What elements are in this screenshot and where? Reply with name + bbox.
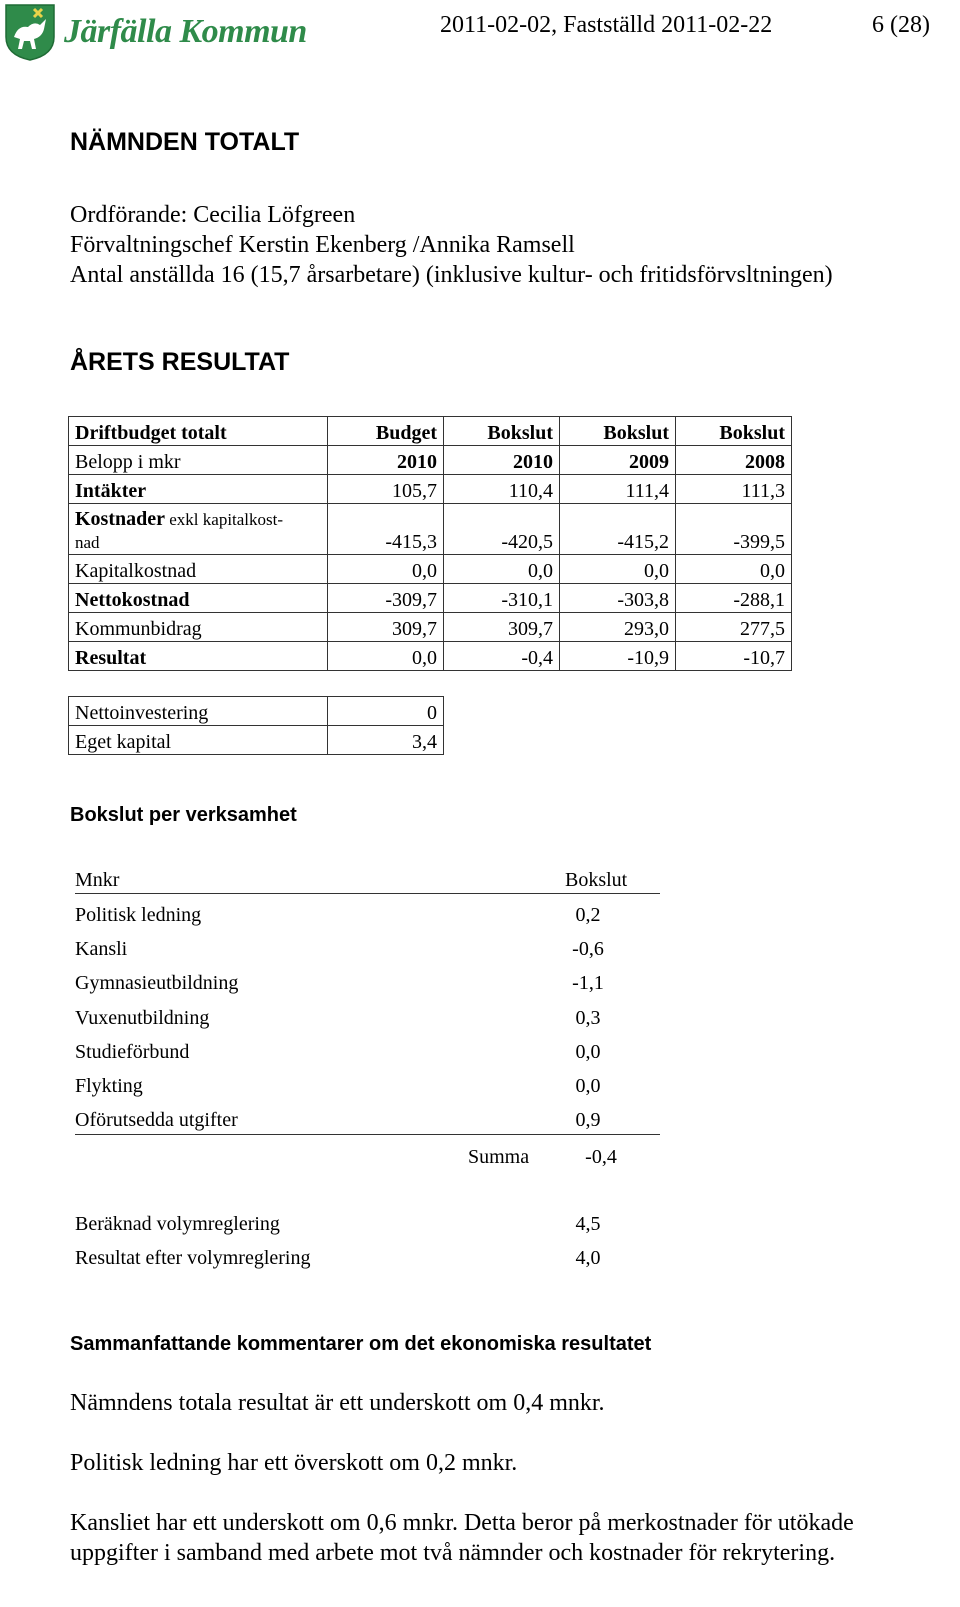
table-header-cell: 2010 — [444, 446, 560, 475]
item-label: Oförutsedda utgifter — [75, 1109, 238, 1131]
column-header-value: Bokslut — [565, 869, 628, 891]
item-label: Studieförbund — [75, 1041, 190, 1063]
table-cell: 110,4 — [444, 475, 560, 504]
item-label: Resultat efter volymreglering — [75, 1247, 311, 1269]
table-header-cell: Bokslut — [676, 417, 792, 446]
row-label: Kommunbidrag — [69, 613, 328, 642]
table-row — [69, 555, 792, 584]
row-label: Nettoinvestering — [69, 697, 328, 726]
summa-value: -0,4 — [585, 1146, 617, 1168]
verksamhet-header — [75, 869, 660, 894]
item-label: Vuxenutbildning — [75, 1007, 210, 1029]
sum-divider — [75, 1134, 660, 1135]
row-label: Resultat — [69, 642, 328, 671]
list-item — [75, 972, 660, 1002]
table-row — [69, 642, 792, 671]
row-label: Nettokostnad — [69, 584, 328, 613]
list-item — [75, 938, 660, 968]
table-cell: 309,7 — [444, 613, 560, 642]
table-cell: 111,4 — [560, 475, 676, 504]
table-cell: 105,7 — [328, 475, 444, 504]
list-item — [75, 904, 660, 934]
section-title: ÅRETS RESULTAT — [70, 348, 290, 376]
item-label: Kansli — [75, 938, 128, 960]
table-cell: 0,0 — [676, 555, 792, 584]
table-row — [69, 697, 444, 726]
table-cell: 0,0 — [328, 642, 444, 671]
table-header-cell: Belopp i mkr — [69, 446, 328, 475]
table-header-cell: 2009 — [560, 446, 676, 475]
table-row — [69, 475, 792, 504]
list-item — [75, 1247, 660, 1277]
table-cell: 0 — [328, 697, 444, 726]
table-header-cell: Bokslut — [560, 417, 676, 446]
table-header-row — [69, 417, 792, 446]
comments-title: Sammanfattande kommentarer om det ekonomiska resultatet — [70, 1333, 652, 1355]
table-cell: -309,7 — [328, 584, 444, 613]
page-number: 6 (28) — [872, 12, 930, 38]
row-label-suffix2: nad — [75, 533, 100, 552]
subsection-title: Bokslut per verksamhet — [70, 804, 297, 826]
row-label: Eget kapital — [69, 726, 328, 755]
row-label — [69, 504, 328, 555]
row-label-suffix: exkl kapitalkost- — [165, 510, 284, 529]
row-label: Intäkter — [69, 475, 328, 504]
table-cell: 293,0 — [560, 613, 676, 642]
table-header-row — [69, 446, 792, 475]
list-item — [75, 1041, 660, 1071]
table-cell: 0,0 — [444, 555, 560, 584]
table-cell: -10,7 — [676, 642, 792, 671]
item-value: 0,2 — [575, 904, 601, 926]
table-row — [69, 584, 792, 613]
table-cell: -303,8 — [560, 584, 676, 613]
item-value: 0,0 — [575, 1041, 601, 1063]
logo-text: Järfälla Kommun — [64, 13, 307, 50]
item-value: 0,0 — [575, 1075, 601, 1097]
table-row — [69, 726, 444, 755]
table-row — [69, 504, 792, 555]
table-cell: -0,4 — [444, 642, 560, 671]
comment-paragraph: Politisk ledning har ett överskott om 0,2 mnkr. — [70, 1450, 518, 1476]
item-value: -0,6 — [572, 938, 604, 960]
item-label: Flykting — [75, 1075, 143, 1097]
item-label: Beräknad volymreglering — [75, 1213, 280, 1235]
item-value: 0,9 — [575, 1109, 601, 1131]
table-cell: -10,9 — [560, 642, 676, 671]
table-cell: 0,0 — [560, 555, 676, 584]
intro-line: Antal anställda 16 (15,7 årsarbetare) (inklusive kultur- och fritidsförvsltningen) — [70, 262, 833, 288]
item-value: 0,3 — [575, 1007, 601, 1029]
row-label: Kapitalkostnad — [69, 555, 328, 584]
item-label: Politisk ledning — [75, 904, 202, 926]
item-value: 4,5 — [575, 1213, 601, 1235]
table-cell: 3,4 — [328, 726, 444, 755]
table-cell: -415,3 — [328, 504, 444, 555]
table-cell: -288,1 — [676, 584, 792, 613]
table-header-cell: 2008 — [676, 446, 792, 475]
table-header-cell: Bokslut — [444, 417, 560, 446]
table-header-cell: Driftbudget totalt — [69, 417, 328, 446]
table-cell: 309,7 — [328, 613, 444, 642]
table-cell: -310,1 — [444, 584, 560, 613]
page-title: NÄMNDEN TOTALT — [70, 128, 300, 156]
budget-table — [68, 416, 792, 671]
column-header-label: Mnkr — [75, 869, 120, 891]
summa-label: Summa — [468, 1146, 530, 1168]
table-header-cell: Budget — [328, 417, 444, 446]
list-item — [75, 1007, 660, 1037]
table-cell: -415,2 — [560, 504, 676, 555]
item-value: 4,0 — [575, 1247, 601, 1269]
comment-paragraph: Nämndens totala resultat är ett underskott om 0,4 mnkr. — [70, 1390, 605, 1416]
list-item — [75, 1213, 660, 1243]
comment-paragraph: Kansliet har ett underskott om 0,6 mnkr. Detta beror på merkostnader för utökade uppgifter i samband med arbete mot två nämnder och kostnader för rekrytering. — [70, 1510, 854, 1566]
table-cell: 0,0 — [328, 555, 444, 584]
table-row — [69, 613, 792, 642]
list-item — [75, 1075, 660, 1105]
item-label: Gymnasieutbildning — [75, 972, 239, 994]
table-cell: 111,3 — [676, 475, 792, 504]
investment-table — [68, 696, 444, 755]
coat-of-arms-icon — [4, 3, 56, 61]
row-label-main: Kostnader — [75, 508, 165, 530]
table-cell: 277,5 — [676, 613, 792, 642]
table-cell: -399,5 — [676, 504, 792, 555]
item-value: -1,1 — [572, 972, 604, 994]
document-date: 2011-02-02, Fastställd 2011-02-22 — [440, 12, 773, 38]
intro-line: Förvaltningschef Kerstin Ekenberg /Annika Ramsell — [70, 232, 575, 258]
table-cell: -420,5 — [444, 504, 560, 555]
intro-line: Ordförande: Cecilia Löfgreen — [70, 202, 356, 228]
municipality-logo — [4, 2, 307, 62]
table-header-cell: 2010 — [328, 446, 444, 475]
